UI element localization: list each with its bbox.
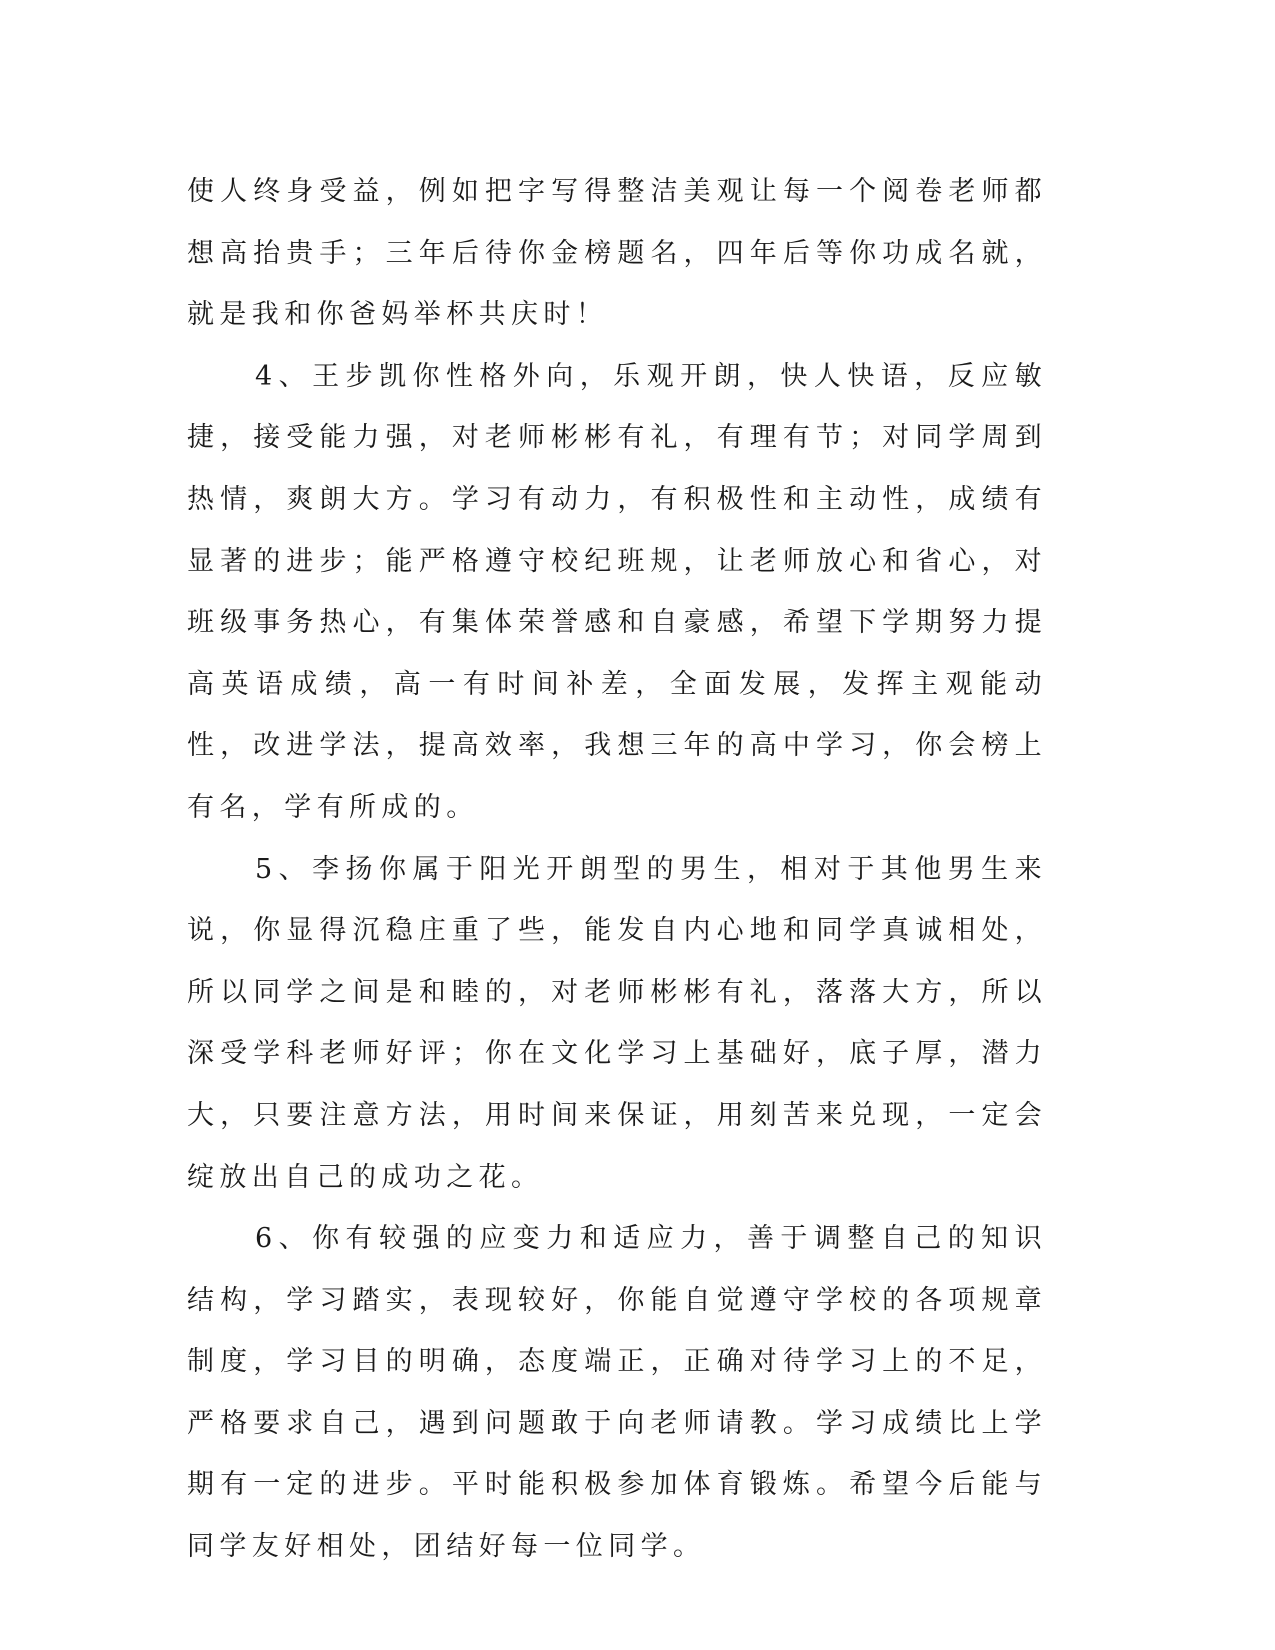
paragraph-comment-4: 4、王步凯你性格外向，乐观开朗，快人快语，反应敏捷，接受能力强，对老师彬彬有礼，有理有节；对同学周到热情，爽朗大方。学习有动力，有积极性和主动性，成绩有显著的进步；能严格遵守校纪班规，让老师放心和省心，对班级事务热心，有集体荣誉感和自豪感，希望下学期努力提高英语成绩，高一有时间补差，全面发展，发挥主观能动性，改进学法，提高效率，我想三年的高中学习，你会榜上有名，学有所成的。	[187, 360, 1047, 823]
paragraph-continuation: 使人终身受益，例如把字写得整洁美观让每一个阅卷老师都想高抬贵手；三年后待你金榜题名，四年后等你功成名就，就是我和你爸妈举杯共庆时！	[187, 176, 1047, 331]
paragraph-comment-6: 6、你有较强的应变力和适应力，善于调整自己的知识结构，学习踏实，表现较好，你能自觉遵守学校的各项规章制度，学习目的明确，态度端正，正确对待学习上的不足，严格要求自己，遇到问题敢于向老师请教。学习成绩比上学期有一定的进步。平时能积极参加体育锻炼。希望今后能与同学友好相处，团结好每一位同学。	[187, 1223, 1047, 1563]
document-body	[187, 161, 1047, 1578]
paragraph-comment-5: 5、李扬你属于阳光开朗型的男生，相对于其他男生来说，你显得沉稳庄重了些，能发自内心地和同学真诚相处，所以同学之间是和睦的，对老师彬彬有礼，落落大方，所以深受学科老师好评；你在文化学习上基础好，底子厚，潜力大，只要注意方法，用时间来保证，用刻苦来兑现，一定会绽放出自己的成功之花。	[187, 853, 1047, 1193]
